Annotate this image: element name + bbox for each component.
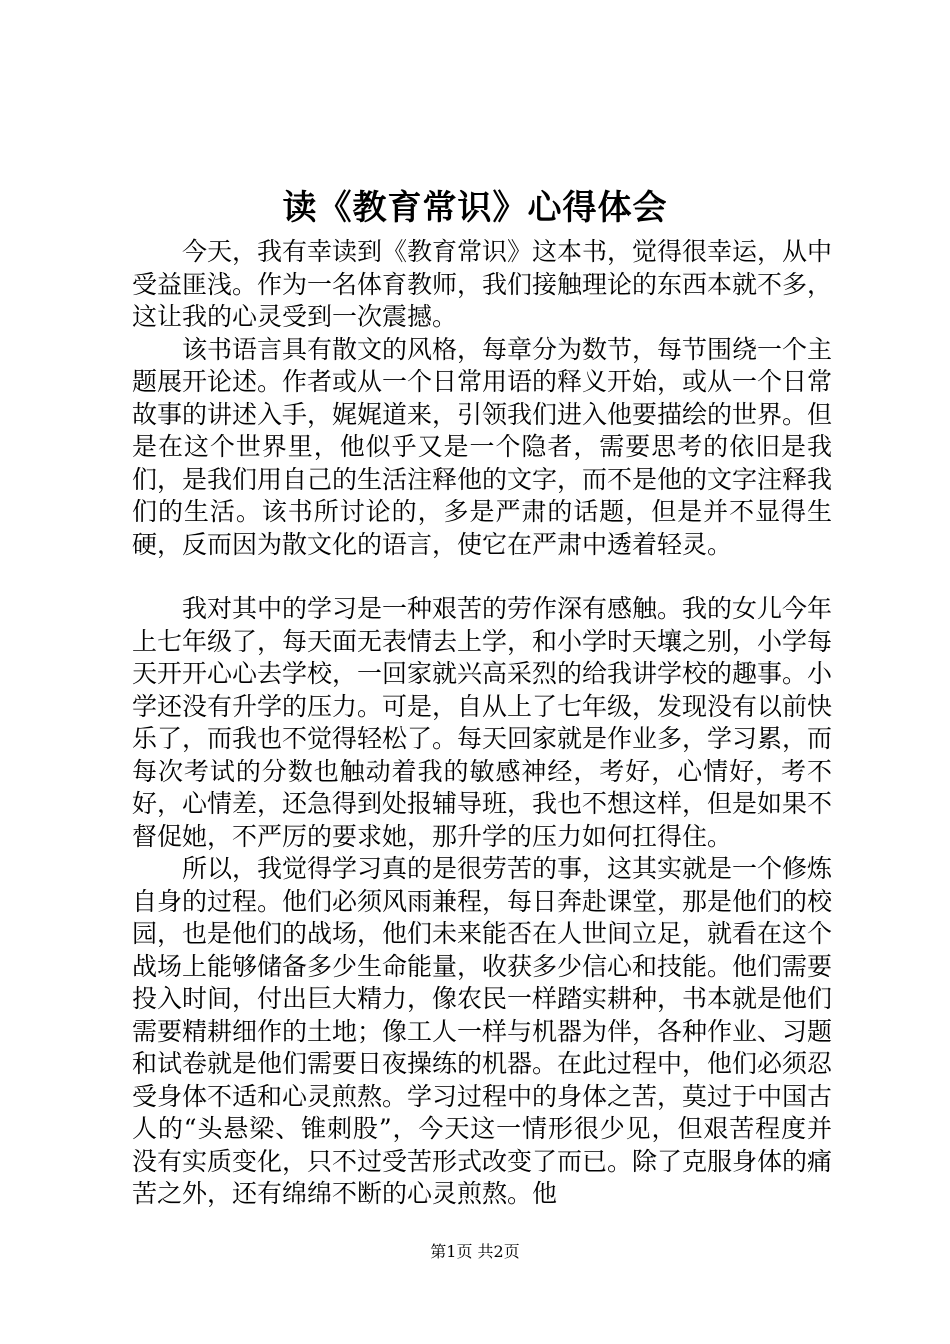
document-body (132, 236, 832, 1211)
paragraph-1: 今天，我有幸读到《教育常识》这本书，觉得很幸运，从中受益匪浅。作为一名体育教师，我们接触理论的东西本就不多，这让我的心灵受到一次震撼。 (132, 237, 833, 331)
document-title: 读《教育常识》心得体会 (282, 188, 668, 228)
paragraph-4: 所以，我觉得学习真的是很劳苦的事，这其实就是一个修炼自身的过程。他们必须风雨兼程，每日奔赴课堂，那是他们的校园，也是他们的战场，他们未来能否在人世间立足，就看在这个战场上能够储备多少生命能量，收获多少信心和技能。他们需要投入时间，付出巨大精力，像农民一样踏实耕种，书本就是他们需要精耕细作的土地；像工人一样与机器为伴，各种作业、习题和试卷就是他们需要日夜操练的机器。在此过程中，他们必须忍受身体不适和心灵煎熬。学习过程中的身体之苦，莫过于中国古人的“头悬梁、锥刺股”，今天这一情形很少见，但艰苦程度并没有实质变化，只不过受苦形式改变了而已。除了克服身体的痛苦之外，还有绵绵不断的心灵煎熬。他 (132, 854, 833, 1208)
page-footer: 第1页 共2页 (430, 1242, 520, 1261)
paragraph-3: 我对其中的学习是一种艰苦的劳作深有感触。我的女儿今年上七年级了，每天面无表情去上学，和小学时天壤之别，小学每天开开心心去学校，一回家就兴高采烈的给我讲学校的趣事。小学还没有升学的压力。可是，自从上了七年级，发现没有以前快乐了，而我也不觉得轻松了。每天回家就是作业多，学习累，而每次考试的分数也触动着我的敏感神经，考好，心情好，考不好，心情差，还急得到处报辅导班，我也不想这样，但是如果不督促她，不严厉的要求她，那升学的压力如何扛得住。 (132, 594, 833, 851)
paragraph-2: 该书语言具有散文的风格，每章分为数节，每节围绕一个主题展开论述。作者或从一个日常用语的释义开始，或从一个日常故事的讲述入手，娓娓道来，引领我们进入他要描绘的世界。但是在这个世界里，他似乎又是一个隐者，需要思考的依旧是我们，是我们用自己的生活注释他的文字，而不是他的文字注释我们的生活。该书所讨论的，多是严肃的话题，但是并不显得生硬，反而因为散文化的语言，使它在严肃中透着轻灵。 (132, 334, 833, 559)
